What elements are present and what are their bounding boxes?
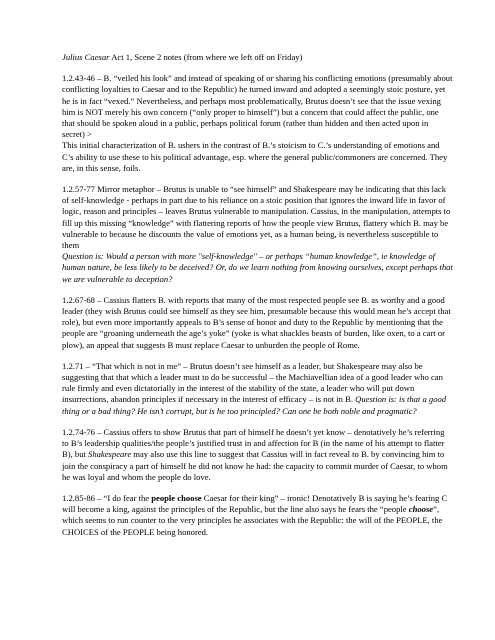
paragraph-6-text-a: 1.2.85-86 – “I do fear the [62, 492, 152, 503]
paragraph-2-text: 1.2.57-77 Mirror metaphor – Brutus is unable to “see himself” and Shakespeare may be indicating that this lack of self-knowledge - perhaps in part due to his reliance on a stoic position that ignores the inward life in favor of logic, reason and principles – leaves Brutus vulnerable to manipulation. Cassius, in the manipulation, attempts to fill up this missing “knowledge” with flattering reports of how the people view Brutus, flattery which B. may be vulnerable to because he discounts the value of emotions yet, as a human being, is nevertheless susceptible to them [62, 184, 451, 251]
paragraph-4-line [62, 361, 453, 417]
paragraph-5-line [62, 427, 453, 483]
paragraph-4 [62, 361, 453, 417]
paragraph-3 [62, 295, 453, 351]
paragraph-4-question: Question is: is that a good thing or a bad thing? He isn’t corrupt, but is he too principled? Can one be both noble and pragmatic? [62, 394, 447, 416]
paragraph-3-text: 1.2.67-68 – Cassius flatters B. with reports that many of the most respected people see B. as worthy and a good leader (they wish Brutus could see himself as they see him, presumable because this would mean he’s accept that role), but even more importantly appeals to B’s sense of honor and duty to the Republic by mentioning that the people are “groaning underneath the age’s yoke” (yoke is what shackles beasts of burden, like oxen, to a cart or plow), an appeal that suggests B must replace Caesar to unburden the people of Rome. [62, 294, 451, 350]
paragraph-1-text2: This initial characterization of B. ushers in the contrast of B.’s stoicism to C.’s understanding of emotions and C’s ability to use these to his political advantage, esp. where the general public/commoners are concerned. They are, in this sense, foils. [62, 140, 448, 173]
paragraph-6-line [62, 493, 453, 538]
paragraph-2-question-line [62, 251, 453, 285]
paragraph-2 [62, 184, 453, 285]
title-rest: Act 1, Scene 2 notes (from where we left off on Friday) [109, 52, 303, 62]
title-italic: Julius Caesar [62, 52, 110, 62]
paragraph-6-text-c: ”, which seems to run counter to the very principles he associates with the Republic: the will of the PEOPLE, the CHOICES of the PEOPLE being honored. [62, 504, 443, 537]
paragraph-6-bold: people choose [151, 492, 202, 503]
paragraph-6-bold-italic: choose [408, 504, 434, 515]
paragraph-5-text-b: may also use this line to suggest that Cassius will in fact reveal to B. by convincing him to join the conspiracy a part of himself he did not know he had: the capacity to commit murder of Caesar, to whom he was loyal and whom the people do love. [62, 449, 448, 482]
document-title [62, 52, 453, 63]
paragraph-4-text: 1.2.71 – “That which is not in me” – Brutus doesn’t see himself as a leader, but Shakespeare may also be suggesting that that which a leader must to do be successful – the Machiavellian idea of a good leader who can rule firmly and even dictatorially in the interest of the stability of the state, a leader who will put down insurrections, abandon principles if necessary in the interest of efficacy – is not in B. [62, 360, 443, 405]
paragraph-5 [62, 427, 453, 483]
paragraph-1 [62, 73, 453, 174]
paragraph-1-text: 1.2.43-46 – B. “veiled his look” and instead of speaking of or sharing his conflicting emotions (presumably about conflicting loyalties to Caesar and to the Republic) he turned inward and adopted a seemingly stoic posture, yet he is in fact “vexed.” Nevertheless, and perhaps most problematically, Brutus doesn’t see that the issue vexing him is NOT merely his own concern (“only proper to himself”) but a concern that could affect the public, one that should be spoken aloud in a public, perhaps political forum (rather than hidden and then acted upon in secret) > [62, 73, 453, 140]
paragraph-5-italic: Shakespeare [88, 449, 132, 460]
paragraph-5-text-a: 1.2.74-76 – Cassius offers to show Brutus that part of himself he doesn’t yet know – denotatively he’s referring to B’s leadership qualities/the people’s justified trust in and affection for B (in the name of his attempt to flatter B), but [62, 426, 445, 460]
paragraph-6 [62, 493, 453, 538]
paragraph-6-text-b: Caesar for their king” – ironic! Denotatively B is saying he’s fearing C will become a king, against the principles of the Republic, but the line also says he fears the “people [62, 492, 448, 515]
paragraph-2-question: Question is: Would a person with more "self-knowledge" – or perhaps “human knowledge”, ie knowledge of human nature, be less likely to be deceived? Or, do we learn nothing from knowing ourselves, except perhaps that we are vulnerable to deception? [62, 251, 453, 284]
